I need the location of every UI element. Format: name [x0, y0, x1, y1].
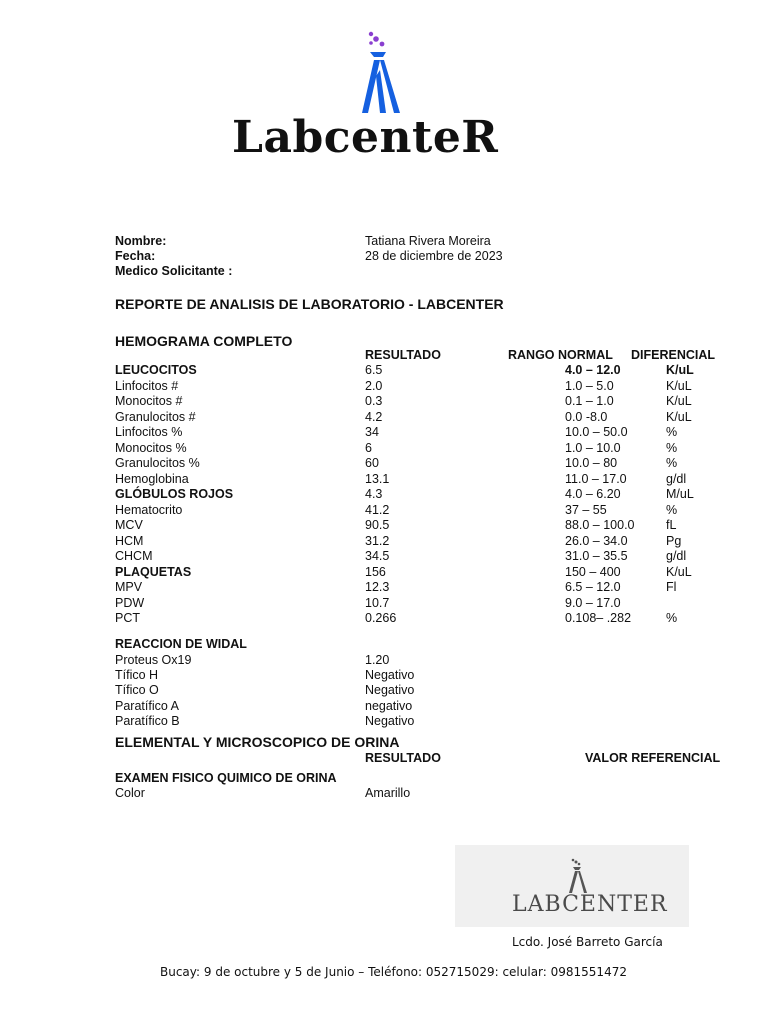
table-row-name: Granulocitos % [115, 456, 200, 470]
widal-row-name: Tífico H [115, 668, 159, 682]
widal-row-result: negativo [365, 699, 413, 713]
brand-logo-text: LabcenteR [232, 112, 499, 163]
table-row-name: HCM [115, 534, 144, 548]
table-row-range: 88.0 – 100.0 [565, 518, 635, 532]
table-row-name: GLÓBULOS ROJOS [115, 487, 234, 501]
flask-logo-icon [360, 30, 410, 115]
widal-row-result: Negativo [365, 668, 415, 682]
table-row-name: Granulocitos # [115, 410, 196, 424]
range-header: RANGO NORMAL [508, 348, 613, 362]
hemograma-title: HEMOGRAMA COMPLETO [115, 333, 293, 349]
table-row-result: 34.5 [365, 549, 390, 563]
table-row-result: 12.3 [365, 580, 390, 594]
table-row-name: Monocitos % [115, 441, 187, 455]
result-header: RESULTADO [365, 348, 441, 362]
widal-row-name: Paratífico B [115, 714, 180, 728]
date-value: 28 de diciembre de 2023 [365, 249, 503, 263]
table-row-result: 6 [365, 441, 372, 455]
table-row-range: 1.0 – 10.0 [565, 441, 621, 455]
table-row-unit: K/uL [666, 394, 692, 408]
table-row-result: 6.5 [365, 363, 383, 377]
table-row-unit: % [666, 456, 678, 470]
table-row-result: 41.2 [365, 503, 390, 517]
table-row-range: 0.0 -8.0 [565, 410, 608, 424]
table-row-unit: g/dl [666, 549, 687, 563]
widal-row-result: Negativo [365, 683, 415, 697]
table-row-result: 0.266 [365, 611, 397, 625]
table-row-range: 10.0 – 50.0 [565, 425, 628, 439]
table-row-name: MPV [115, 580, 143, 594]
table-row-name: CHCM [115, 549, 153, 563]
table-row-name: Monocitos # [115, 394, 183, 408]
table-row-unit: K/uL [666, 565, 692, 579]
table-row-range: 10.0 – 80 [565, 456, 618, 470]
table-row-result: 2.0 [365, 379, 383, 393]
table-row-range: 0.108– .282 [565, 611, 632, 625]
table-row-unit: % [666, 611, 678, 625]
table-row-name: PCT [115, 611, 140, 625]
table-row-range: 0.1 – 1.0 [565, 394, 614, 408]
table-row-range: 9.0 – 17.0 [565, 596, 621, 610]
orina-result-header: RESULTADO [365, 751, 441, 765]
orina-subtitle: EXAMEN FISICO QUIMICO DE ORINA [115, 771, 337, 785]
table-row-name: Linfocitos % [115, 425, 183, 439]
widal-row-name: Paratífico A [115, 699, 179, 713]
doctor-label: Medico Solicitante : [115, 264, 233, 278]
table-row-unit: K/uL [666, 379, 692, 393]
table-row-result: 13.1 [365, 472, 390, 486]
table-row-result: 0.3 [365, 394, 383, 408]
orina-title: ELEMENTAL Y MICROSCOPICO DE ORINA [115, 734, 400, 750]
table-row-unit: fL [666, 518, 677, 532]
table-row-range: 6.5 – 12.0 [565, 580, 621, 594]
table-row-range: 1.0 – 5.0 [565, 379, 614, 393]
widal-row-result: 1.20 [365, 653, 390, 667]
table-row-result: 90.5 [365, 518, 390, 532]
table-row-unit: Pg [666, 534, 682, 548]
table-row-unit: K/uL [666, 363, 694, 377]
table-row-result: 60 [365, 456, 379, 470]
orina-row-result: Amarillo [365, 786, 411, 800]
table-row-unit: Fl [666, 580, 677, 594]
orina-ref-header: VALOR REFERENCIAL [585, 751, 721, 765]
table-row-range: 4.0 – 12.0 [565, 363, 621, 377]
table-row-range: 150 – 400 [565, 565, 621, 579]
widal-row-result: Negativo [365, 714, 415, 728]
table-row-name: PLAQUETAS [115, 565, 192, 579]
stamp-flask-icon [567, 858, 589, 894]
signer-name: Lcdo. José Barreto García [512, 935, 663, 949]
patient-name-value: Tatiana Rivera Moreira [365, 234, 491, 248]
table-row-range: 37 – 55 [565, 503, 607, 517]
differential-header: DIFERENCIAL [631, 348, 716, 362]
table-row-result: 156 [365, 565, 386, 579]
table-row-name: MCV [115, 518, 143, 532]
table-row-result: 4.3 [365, 487, 383, 501]
stamp-text: LABCENTER [512, 892, 668, 917]
date-label: Fecha: [115, 249, 156, 263]
report-title: REPORTE DE ANALISIS DE LABORATORIO - LABCENTER [115, 296, 504, 312]
table-row-unit: g/dl [666, 472, 687, 486]
table-row-name: Hemoglobina [115, 472, 189, 486]
table-row-name: PDW [115, 596, 145, 610]
table-row-result: 34 [365, 425, 379, 439]
widal-row-name: Tífico O [115, 683, 159, 697]
table-row-result: 10.7 [365, 596, 390, 610]
table-row-name: Linfocitos # [115, 379, 179, 393]
table-row-range: 26.0 – 34.0 [565, 534, 628, 548]
table-row-range: 4.0 – 6.20 [565, 487, 621, 501]
table-row-unit: % [666, 441, 678, 455]
widal-title: REACCION DE WIDAL [115, 637, 247, 651]
table-row-name: Hematocrito [115, 503, 183, 517]
table-row-name: LEUCOCITOS [115, 363, 197, 377]
table-row-range: 11.0 – 17.0 [565, 472, 627, 486]
table-row-unit: M/uL [666, 487, 694, 501]
table-row-range: 31.0 – 35.5 [565, 549, 628, 563]
widal-row-name: Proteus Ox19 [115, 653, 192, 667]
orina-row-name: Color [115, 786, 145, 800]
table-row-unit: % [666, 425, 678, 439]
table-row-result: 31.2 [365, 534, 390, 548]
table-row-result: 4.2 [365, 410, 383, 424]
footer-contact: Bucay: 9 de octubre y 5 de Junio – Teléfono: 052715029: celular: 0981551472 [160, 965, 627, 979]
table-row-unit: % [666, 503, 678, 517]
patient-name-label: Nombre: [115, 234, 167, 248]
table-row-unit: K/uL [666, 410, 692, 424]
